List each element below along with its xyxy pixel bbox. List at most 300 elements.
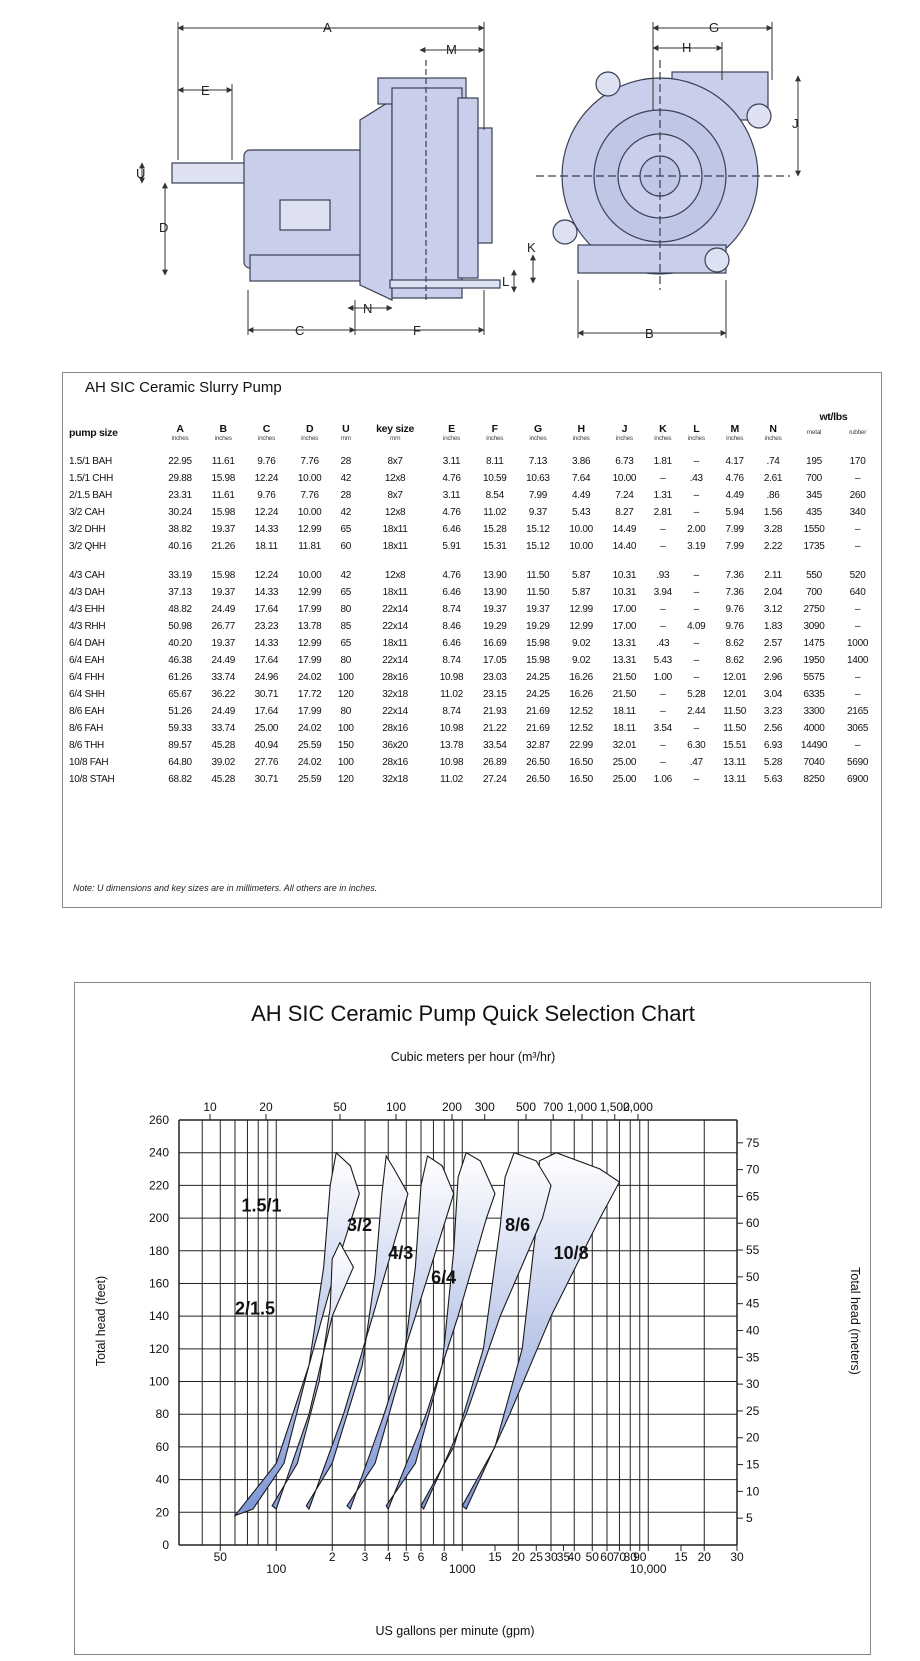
table-cell: 17.99 [297, 604, 322, 615]
table-cell: – [854, 621, 861, 632]
table-cell: 21.22 [482, 723, 507, 734]
table-cell: 13.31 [612, 638, 637, 649]
table-cell: 50.98 [168, 621, 192, 632]
table-cell: 3090 [803, 621, 825, 632]
table-cell: 12.99 [297, 638, 322, 649]
table-cell: 5.87 [572, 587, 591, 598]
table-cell: .43 [656, 638, 670, 649]
table-cell: 11.02 [483, 507, 507, 518]
table-row [69, 538, 877, 555]
table-cell: 10.98 [439, 757, 464, 768]
x-tick-label: 80 [623, 1550, 637, 1564]
table-cell: .86 [766, 490, 780, 501]
x-tick-label: 70 [612, 1550, 627, 1564]
dim-label-h: H [682, 40, 692, 55]
table-cell: 4.09 [687, 621, 706, 632]
table-cell: 100 [337, 757, 354, 768]
table-cell: 2.56 [763, 723, 783, 734]
spec-table-panel [62, 372, 882, 908]
table-cell: 18x11 [382, 587, 408, 598]
table-cell: 10.00 [569, 541, 593, 552]
chart-series [235, 1153, 619, 1516]
spec-col-header: L inches [687, 423, 705, 442]
table-cell: 9.76 [725, 604, 744, 615]
table-cell: 16.26 [569, 672, 593, 683]
y2-axis-title: Total head (meters) [848, 1267, 862, 1375]
dim-label-d: D [159, 220, 169, 235]
table-cell: 8.74 [442, 604, 461, 615]
table-cell: 4/3 EHH [69, 604, 105, 615]
table-cell: 5.43 [653, 655, 672, 666]
table-cell: 25.59 [297, 740, 322, 751]
table-cell: 15.98 [211, 473, 235, 484]
table-cell: 4.76 [725, 473, 744, 484]
table-cell: – [693, 774, 699, 785]
y-tick-label: 40 [155, 1472, 169, 1487]
table-cell: 6.93 [763, 740, 783, 751]
table-cell: 4.49 [725, 490, 744, 501]
table-cell: 60 [340, 541, 352, 552]
dim-label-n: N [363, 301, 373, 316]
table-cell: 8.62 [725, 655, 744, 666]
table-cell: 11.50 [723, 723, 747, 734]
table-cell: 12.01 [722, 672, 747, 683]
dim-label-j: J [792, 116, 799, 131]
table-cell: – [693, 672, 699, 683]
table-cell: 2.61 [763, 473, 783, 484]
table-cell: 28x16 [382, 757, 408, 768]
table-cell: 15.12 [526, 541, 550, 552]
table-cell: .93 [656, 570, 670, 581]
table-cell: 5.91 [442, 541, 461, 552]
table-cell: 2.04 [763, 587, 783, 598]
y2-tick-label: 15 [746, 1457, 760, 1472]
table-cell: 2.44 [687, 706, 706, 717]
table-cell: 17.64 [254, 706, 279, 717]
table-cell: 6/4 FHH [69, 672, 105, 683]
table-cell: – [660, 473, 666, 484]
table-cell: 4/3 CAH [69, 570, 105, 581]
dim-label-c: C [295, 323, 305, 338]
table-cell: – [854, 672, 861, 683]
table-cell: 17.99 [297, 655, 322, 666]
table-cell: 24.49 [211, 604, 235, 615]
top-tick-label: 2,000 [622, 1100, 653, 1114]
y2-tick-label: 5 [746, 1511, 753, 1526]
pump-range-3-2 [306, 1156, 408, 1509]
table-cell: 8250 [803, 774, 825, 785]
y-tick-label: 160 [148, 1276, 169, 1291]
table-cell: 36x20 [382, 740, 408, 751]
table-cell: 15.12 [526, 524, 550, 535]
spec-title: AH SIC Ceramic Slurry Pump [85, 379, 282, 396]
table-cell: 12.99 [297, 587, 322, 598]
spec-col-header: K inches [654, 423, 672, 442]
table-cell: 4/3 DAH [69, 587, 105, 598]
spec-col-header: metal [806, 429, 822, 436]
table-cell: 65 [340, 587, 352, 598]
top-tick-label: 1,000 [566, 1100, 598, 1114]
table-cell: 6/4 DAH [69, 638, 105, 649]
table-cell: 16.69 [482, 638, 507, 649]
table-cell: 32x18 [382, 689, 408, 700]
table-cell: 33.19 [168, 570, 192, 581]
table-cell: 11.50 [723, 706, 747, 717]
table-cell: 17.64 [254, 604, 279, 615]
table-cell: 3/2 DHH [69, 524, 106, 535]
spec-col-header: key size mm [376, 423, 415, 442]
x-tick-label: 5 [402, 1550, 410, 1564]
table-cell: 1.5/1 CHH [69, 473, 113, 484]
table-cell: 28 [340, 490, 352, 501]
pump-label: 1.5/1 [241, 1195, 282, 1216]
table-cell: 2/1.5 BAH [69, 490, 112, 501]
y2-tick-label: 75 [746, 1135, 760, 1150]
table-cell: – [693, 570, 699, 581]
x-tick-label: 60 [600, 1550, 614, 1564]
table-cell: 68.82 [168, 774, 192, 785]
table-cell: 260 [849, 490, 866, 501]
table-cell: 12x8 [384, 570, 406, 581]
y2-tick-label: 20 [746, 1430, 760, 1445]
table-cell: 22.99 [569, 740, 593, 751]
table-cell: 15.51 [722, 740, 747, 751]
table-cell: 1.83 [763, 621, 783, 632]
table-cell: 10.59 [482, 473, 507, 484]
table-cell: 2750 [803, 604, 825, 615]
y-tick-label: 100 [148, 1374, 169, 1389]
table-cell: 11.61 [211, 456, 235, 467]
table-cell: – [660, 524, 666, 535]
table-cell: 19.37 [211, 524, 235, 535]
table-cell: – [854, 689, 861, 700]
table-cell: 9.02 [572, 638, 591, 649]
x-tick-label: 50 [213, 1550, 227, 1564]
table-cell: .74 [766, 456, 780, 467]
pump-label: 10/8 [553, 1242, 589, 1263]
table-cell: .47 [689, 757, 703, 768]
table-cell: 6.46 [442, 587, 461, 598]
table-cell: 12.99 [569, 604, 593, 615]
table-cell: 33.54 [482, 740, 507, 751]
table-cell: 61.26 [168, 672, 192, 683]
table-row [69, 737, 877, 754]
table-cell: 40.94 [254, 740, 279, 751]
table-cell: 18x11 [382, 638, 408, 649]
table-cell: 9.76 [257, 456, 276, 467]
dim-label-u: U [136, 166, 146, 181]
top-tick-label: 50 [333, 1100, 347, 1114]
table-cell: 21.50 [612, 689, 637, 700]
table-cell: 89.57 [168, 740, 192, 751]
table-cell: 8.54 [485, 490, 504, 501]
chart-title: AH SIC Ceramic Pump Quick Selection Chart [251, 1001, 695, 1026]
table-cell: – [854, 473, 861, 484]
table-cell: 11.02 [440, 689, 463, 700]
y-tick-label: 240 [148, 1145, 169, 1160]
table-row [69, 521, 877, 538]
dim-label-f: F [413, 323, 421, 338]
table-cell: – [660, 740, 666, 751]
table-cell: 8/6 EAH [69, 706, 105, 717]
table-cell: 24.25 [526, 672, 550, 683]
table-cell: 10.00 [569, 524, 593, 535]
table-cell: 36.22 [211, 689, 235, 700]
table-cell: 26.50 [526, 757, 550, 768]
table-cell: 12.99 [569, 621, 593, 632]
table-cell: 6335 [803, 689, 825, 700]
y-tick-label: 120 [148, 1341, 169, 1356]
table-cell: 39.02 [211, 757, 235, 768]
table-cell: 30.24 [168, 507, 192, 518]
x-tick-label: 10,000 [629, 1562, 667, 1576]
table-cell: 33.74 [211, 672, 235, 683]
table-row [69, 618, 877, 635]
table-cell: 11.61 [211, 490, 235, 501]
table-cell: – [660, 706, 666, 717]
table-cell: 3.86 [572, 456, 591, 467]
table-cell: 1.81 [653, 456, 672, 467]
table-cell: 9.76 [257, 490, 276, 501]
table-cell: 80 [340, 706, 352, 717]
table-cell: 2.96 [763, 655, 783, 666]
table-cell: 10.31 [612, 587, 637, 598]
table-cell: 21.26 [211, 541, 235, 552]
table-cell: 17.05 [482, 655, 507, 666]
table-cell: 3.19 [687, 541, 706, 552]
table-cell: 7.13 [528, 456, 548, 467]
table-cell: 8.74 [442, 655, 461, 666]
table-cell: 1.31 [653, 490, 672, 501]
table-cell: 15.28 [482, 524, 507, 535]
x-tick-label: 35 [556, 1550, 571, 1564]
table-cell: 7.99 [725, 524, 744, 535]
spec-note: Note: U dimensions and key sizes are in millimeters. All others are in inches. [73, 883, 378, 893]
table-cell: 1475 [803, 638, 825, 649]
x-tick-label: 15 [674, 1550, 688, 1564]
table-cell: 12x8 [384, 507, 406, 518]
table-cell: 24.96 [254, 672, 279, 683]
table-cell: 120 [337, 774, 354, 785]
y2-tick-label: 10 [746, 1484, 760, 1499]
table-cell: 5.43 [572, 507, 591, 518]
table-cell: 12.52 [569, 723, 593, 734]
y2-tick-label: 40 [746, 1323, 760, 1338]
table-cell: 14.33 [254, 587, 279, 598]
pump-side-view [172, 60, 500, 300]
x-tick-label: 25 [529, 1550, 543, 1564]
table-row [69, 601, 877, 618]
table-cell: – [693, 723, 699, 734]
pump-range-2-1_5 [272, 1243, 353, 1509]
table-cell: 7.36 [725, 570, 744, 581]
table-cell: 1.5/1 BAH [69, 456, 112, 467]
table-cell: 42 [340, 570, 352, 581]
table-cell: 11.81 [298, 541, 322, 552]
table-cell: 19.29 [482, 621, 507, 632]
table-cell: 22x14 [382, 655, 408, 666]
table-cell: 45.28 [211, 740, 235, 751]
table-cell: 10/8 STAH [69, 774, 115, 785]
spec-col-header: A inches [171, 423, 189, 442]
x-tick-label: 1000 [448, 1562, 476, 1576]
y2-tick-label: 35 [746, 1350, 760, 1365]
table-cell: 550 [806, 570, 822, 581]
spec-col-header: G inches [529, 423, 547, 442]
y-tick-label: 140 [148, 1309, 169, 1324]
table-cell: 7040 [803, 757, 825, 768]
table-row [69, 470, 877, 487]
table-cell: 37.13 [168, 587, 192, 598]
spec-col-header: rubber [849, 429, 867, 436]
table-row [69, 453, 877, 470]
x-tick-label: 15 [488, 1550, 502, 1564]
spec-col-header: C inches [257, 423, 275, 442]
dim-label-b: B [645, 326, 654, 341]
table-row [69, 686, 877, 703]
table-cell: 18.11 [612, 723, 636, 734]
x-tick-label: 50 [585, 1550, 599, 1564]
table-cell: 6.46 [442, 524, 461, 535]
table-cell: 45.28 [211, 774, 235, 785]
spec-col-header: H inches [572, 423, 590, 442]
table-cell: 700 [806, 587, 822, 598]
table-cell: – [660, 689, 666, 700]
table-cell: 21.69 [526, 723, 550, 734]
table-cell: 22x14 [382, 706, 408, 717]
table-cell: 14.33 [254, 524, 279, 535]
table-cell: 1400 [847, 655, 869, 666]
table-cell: 4.17 [725, 456, 744, 467]
dim-label-e: E [201, 83, 210, 98]
table-cell: 19.37 [482, 604, 507, 615]
table-cell: – [660, 621, 666, 632]
table-cell: 21.69 [526, 706, 550, 717]
table-row [69, 487, 877, 504]
spec-col-header: D inches [301, 423, 319, 442]
table-cell: 5.28 [687, 689, 706, 700]
spec-table-body [69, 453, 877, 788]
table-cell: 520 [849, 570, 866, 581]
spec-col-header: J inches [615, 423, 633, 442]
table-cell: 13.90 [482, 570, 507, 581]
table-row [69, 567, 877, 584]
table-cell: – [693, 490, 699, 501]
table-cell: 9.02 [572, 655, 591, 666]
table-cell: 5.28 [763, 757, 783, 768]
table-cell: 8.27 [615, 507, 634, 518]
spec-table [69, 411, 877, 788]
table-cell: 48.82 [168, 604, 192, 615]
table-cell: 18x11 [382, 524, 408, 535]
table-cell: 3065 [847, 723, 869, 734]
table-cell: 10.98 [439, 723, 464, 734]
table-cell: 24.49 [211, 706, 235, 717]
table-cell: 59.33 [168, 723, 192, 734]
table-cell: 345 [806, 490, 822, 501]
table-cell: 640 [849, 587, 866, 598]
x-tick-label: 8 [440, 1550, 448, 1564]
table-cell: 12.24 [254, 473, 279, 484]
table-cell: 3/2 QHH [69, 541, 106, 552]
table-row [69, 584, 877, 601]
table-cell: 3/2 CAH [69, 507, 105, 518]
table-cell: 17.00 [612, 604, 637, 615]
top-tick-label: 1,500 [599, 1100, 630, 1114]
y-tick-label: 80 [155, 1407, 169, 1422]
table-row [69, 652, 877, 669]
table-cell: – [693, 638, 699, 649]
pump-label: 2/1.5 [234, 1298, 276, 1319]
table-cell: 4.49 [572, 490, 591, 501]
top-tick-label: 200 [441, 1100, 462, 1114]
table-cell: 3300 [803, 706, 825, 717]
table-cell: 23.15 [482, 689, 507, 700]
table-cell: – [854, 740, 861, 751]
table-cell: 12.52 [569, 706, 593, 717]
table-cell: 6/4 SHH [69, 689, 105, 700]
y2-tick-label: 65 [746, 1189, 760, 1204]
table-cell: 8.62 [725, 638, 744, 649]
table-cell: 3.28 [763, 524, 783, 535]
table-cell: 22x14 [382, 604, 408, 615]
table-cell: 14490 [800, 740, 828, 751]
table-cell: 4.76 [442, 473, 461, 484]
table-cell: 10.00 [297, 570, 322, 581]
table-cell: 3.54 [653, 723, 672, 734]
table-cell: 3.12 [763, 604, 783, 615]
table-cell: 15.98 [526, 655, 550, 666]
y2-tick-label: 50 [746, 1269, 760, 1284]
pump-dimension-drawing [0, 0, 920, 360]
table-cell: 5.94 [725, 507, 744, 518]
table-row [69, 720, 877, 737]
table-cell: 23.23 [254, 621, 279, 632]
table-cell: 10.00 [297, 473, 322, 484]
table-cell: 28x16 [382, 672, 408, 683]
y2-tick-label: 30 [746, 1377, 760, 1392]
table-cell: 51.26 [168, 706, 192, 717]
top-tick-label: 700 [543, 1100, 564, 1114]
table-cell: 30.71 [254, 774, 279, 785]
table-cell: 5.87 [572, 570, 591, 581]
table-cell: 28x16 [382, 723, 408, 734]
table-cell: 5690 [847, 757, 869, 768]
table-cell: 19.37 [211, 587, 235, 598]
pump-label: 6/4 [431, 1267, 457, 1288]
dim-label-l: L [502, 274, 510, 289]
table-cell: 10.00 [297, 507, 322, 518]
table-cell: – [660, 604, 666, 615]
table-cell: 5575 [803, 672, 825, 683]
table-cell: 14.33 [254, 638, 279, 649]
table-cell: 6.73 [615, 456, 634, 467]
table-cell: 26.50 [526, 774, 550, 785]
spec-col-header: pump size [69, 427, 118, 439]
table-cell: 2.00 [687, 524, 706, 535]
table-cell: 40.20 [168, 638, 192, 649]
table-cell: 1550 [803, 524, 825, 535]
table-cell: 15.98 [211, 507, 235, 518]
dim-label-g: G [709, 20, 720, 35]
table-cell: 7.99 [528, 490, 548, 501]
x-tick-label: 20 [511, 1550, 525, 1564]
table-cell: 6.46 [442, 638, 461, 649]
table-cell: 6900 [847, 774, 869, 785]
table-cell: 25.59 [297, 774, 322, 785]
table-cell: 65 [340, 638, 352, 649]
table-cell: 8.46 [442, 621, 461, 632]
